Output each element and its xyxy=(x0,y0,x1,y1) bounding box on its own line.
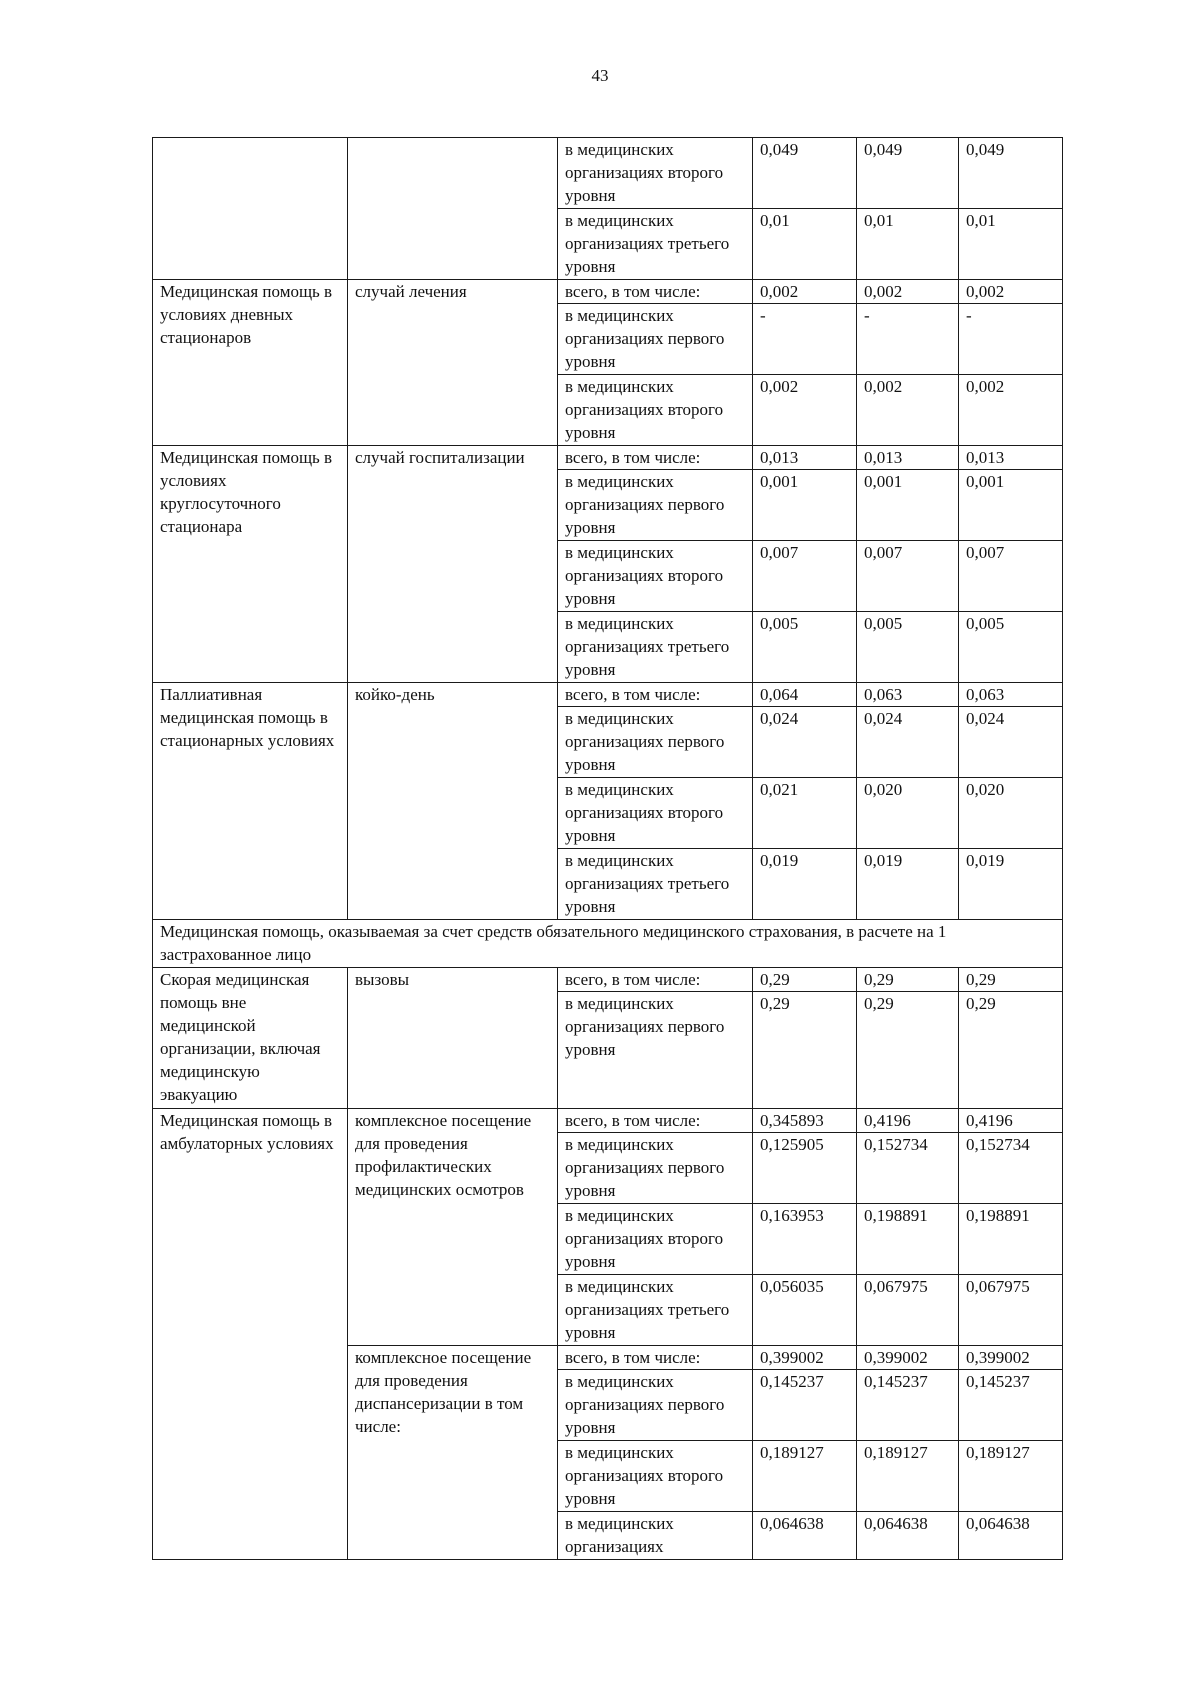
value-cell: 0,198891 xyxy=(959,1204,1063,1275)
level-label: всего, в том числе: xyxy=(558,1109,753,1133)
value-cell: 0,063 xyxy=(959,683,1063,707)
value-cell: 0,125905 xyxy=(753,1133,857,1204)
level-label: в медицинских организациях второго уровня xyxy=(558,541,753,612)
level-label: всего, в том числе: xyxy=(558,446,753,470)
value-cell: 0,152734 xyxy=(857,1133,959,1204)
value-cell: 0,198891 xyxy=(857,1204,959,1275)
unit-cell: случай лечения xyxy=(348,280,558,446)
value-cell: 0,002 xyxy=(857,280,959,304)
value-cell: 0,189127 xyxy=(959,1441,1063,1512)
value-cell: 0,29 xyxy=(857,992,959,1109)
value-cell: 0,064638 xyxy=(753,1512,857,1560)
value-cell: 0,067975 xyxy=(857,1275,959,1346)
level-label: в медицинских организациях первого уровня xyxy=(558,707,753,778)
value-cell: 0,067975 xyxy=(959,1275,1063,1346)
level-label: в медицинских организациях второго уровня xyxy=(558,778,753,849)
value-cell: 0,019 xyxy=(959,849,1063,920)
level-label: в медицинских организациях первого уровня xyxy=(558,470,753,541)
level-label: в медицинских организациях второго уровня xyxy=(558,1204,753,1275)
level-label: в медицинских организациях первого уровня xyxy=(558,1133,753,1204)
value-cell: 0,189127 xyxy=(753,1441,857,1512)
value-cell: 0,002 xyxy=(753,280,857,304)
section-heading: Медицинская помощь, оказываемая за счет средств обязательного медицинского страхования, в расчете на 1 застрахованное лицо xyxy=(153,920,1063,968)
value-cell: 0,399002 xyxy=(857,1346,959,1370)
value-cell: 0,145237 xyxy=(959,1370,1063,1441)
value-cell: 0,002 xyxy=(959,375,1063,446)
value-cell: 0,049 xyxy=(959,138,1063,209)
level-label: в медицинских организациях второго уровня xyxy=(558,138,753,209)
care-type-cell: Паллиативная медицинская помощь в стационарных условиях xyxy=(153,683,348,920)
level-label: всего, в том числе: xyxy=(558,968,753,992)
unit-cell: случай госпитализации xyxy=(348,446,558,683)
level-label: в медицинских организациях третьего уровня xyxy=(558,849,753,920)
value-cell: 0,005 xyxy=(753,612,857,683)
level-label: всего, в том числе: xyxy=(558,280,753,304)
value-cell: 0,007 xyxy=(857,541,959,612)
page-number: 43 xyxy=(591,66,609,85)
value-cell: 0,29 xyxy=(959,992,1063,1109)
value-cell: 0,005 xyxy=(857,612,959,683)
care-type-cell xyxy=(153,138,348,280)
table-row xyxy=(153,1109,1063,1133)
value-cell: 0,021 xyxy=(753,778,857,849)
care-type-cell: Медицинская помощь в условиях круглосуточного стационара xyxy=(153,446,348,683)
value-cell: 0,063 xyxy=(857,683,959,707)
care-type-cell: Медицинская помощь в амбулаторных условиях xyxy=(153,1109,348,1560)
level-label: всего, в том числе: xyxy=(558,683,753,707)
care-type-cell: Скорая медицинская помощь вне медицинской организации, включая медицинскую эвакуацию xyxy=(153,968,348,1109)
table-row xyxy=(153,920,1063,968)
level-label: в медицинских организациях xyxy=(558,1512,753,1560)
value-cell: 0,013 xyxy=(753,446,857,470)
value-cell: 0,152734 xyxy=(959,1133,1063,1204)
value-cell: 0,049 xyxy=(857,138,959,209)
value-cell: 0,049 xyxy=(753,138,857,209)
value-cell: 0,007 xyxy=(959,541,1063,612)
table-row xyxy=(153,280,1063,304)
unit-cell: комплексное посещение для проведения диспансеризации в том числе: xyxy=(348,1346,558,1560)
value-cell: 0,163953 xyxy=(753,1204,857,1275)
value-cell: 0,189127 xyxy=(857,1441,959,1512)
value-cell: 0,4196 xyxy=(959,1109,1063,1133)
value-cell: 0,29 xyxy=(753,992,857,1109)
value-cell: 0,024 xyxy=(753,707,857,778)
value-cell: - xyxy=(857,304,959,375)
value-cell: 0,024 xyxy=(959,707,1063,778)
level-label: в медицинских организациях первого уровня xyxy=(558,1370,753,1441)
table-row xyxy=(153,968,1063,992)
value-cell: 0,002 xyxy=(753,375,857,446)
value-cell: 0,29 xyxy=(857,968,959,992)
value-cell: 0,056035 xyxy=(753,1275,857,1346)
value-cell: 0,399002 xyxy=(753,1346,857,1370)
value-cell: 0,01 xyxy=(753,209,857,280)
value-cell: 0,013 xyxy=(959,446,1063,470)
indicator-table xyxy=(152,137,1063,1560)
unit-cell: койко-день xyxy=(348,683,558,920)
level-label: в медицинских организациях второго уровня xyxy=(558,375,753,446)
level-label: в медицинских организациях первого уровня xyxy=(558,992,753,1109)
level-label: в медицинских организациях второго уровня xyxy=(558,1441,753,1512)
value-cell: 0,064638 xyxy=(959,1512,1063,1560)
value-cell: 0,345893 xyxy=(753,1109,857,1133)
unit-cell: вызовы xyxy=(348,968,558,1109)
value-cell: 0,001 xyxy=(959,470,1063,541)
value-cell: 0,013 xyxy=(857,446,959,470)
value-cell: 0,064 xyxy=(753,683,857,707)
value-cell: 0,001 xyxy=(857,470,959,541)
table-row xyxy=(153,138,1063,209)
value-cell: 0,145237 xyxy=(857,1370,959,1441)
value-cell: 0,007 xyxy=(753,541,857,612)
value-cell: 0,024 xyxy=(857,707,959,778)
value-cell: 0,020 xyxy=(959,778,1063,849)
value-cell: 0,145237 xyxy=(753,1370,857,1441)
value-cell: 0,399002 xyxy=(959,1346,1063,1370)
value-cell: 0,019 xyxy=(857,849,959,920)
value-cell: 0,4196 xyxy=(857,1109,959,1133)
value-cell: - xyxy=(959,304,1063,375)
value-cell: 0,29 xyxy=(959,968,1063,992)
value-cell: 0,01 xyxy=(857,209,959,280)
table-row xyxy=(153,446,1063,470)
value-cell: 0,020 xyxy=(857,778,959,849)
value-cell: 0,064638 xyxy=(857,1512,959,1560)
unit-cell xyxy=(348,138,558,280)
value-cell: - xyxy=(753,304,857,375)
value-cell: 0,002 xyxy=(857,375,959,446)
value-cell: 0,005 xyxy=(959,612,1063,683)
level-label: в медицинских организациях первого уровня xyxy=(558,304,753,375)
value-cell: 0,002 xyxy=(959,280,1063,304)
level-label: в медицинских организациях третьего уровня xyxy=(558,209,753,280)
care-type-cell: Медицинская помощь в условиях дневных стационаров xyxy=(153,280,348,446)
value-cell: 0,29 xyxy=(753,968,857,992)
table-row xyxy=(153,683,1063,707)
value-cell: 0,001 xyxy=(753,470,857,541)
value-cell: 0,01 xyxy=(959,209,1063,280)
level-label: в медицинских организациях третьего уровня xyxy=(558,612,753,683)
value-cell: 0,019 xyxy=(753,849,857,920)
unit-cell: комплексное посещение для проведения профилактических медицинских осмотров xyxy=(348,1109,558,1346)
level-label: в медицинских организациях третьего уровня xyxy=(558,1275,753,1346)
level-label: всего, в том числе: xyxy=(558,1346,753,1370)
